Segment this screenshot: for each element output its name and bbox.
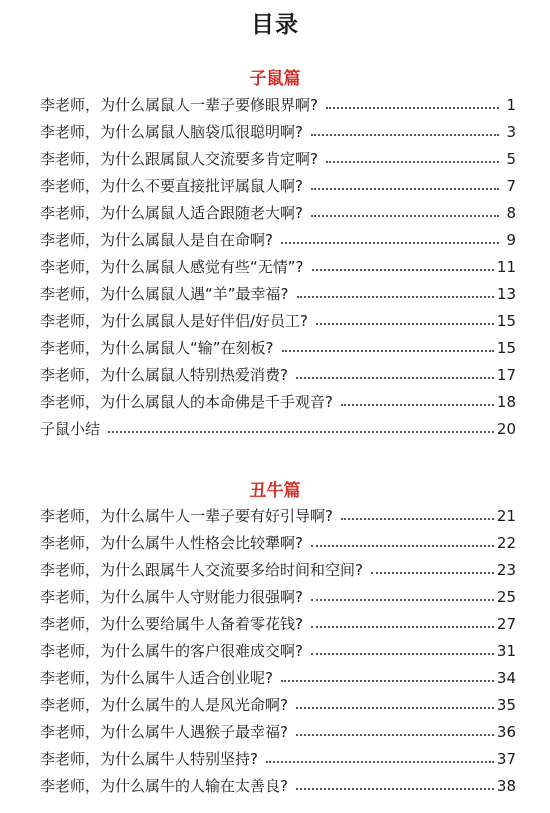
- toc-entry-title: 李老师，为什么属牛人适合创业呢?: [40, 669, 273, 687]
- toc-entry-title: 李老师，为什么属鼠人一辈子要修眼界啊?: [40, 96, 318, 114]
- dot-leader: [296, 788, 494, 790]
- toc-entry-page-number: 37: [496, 750, 516, 768]
- toc-entry-page-number: 18: [496, 393, 516, 411]
- toc-entry-page-number: 22: [496, 534, 516, 552]
- toc-entry[interactable]: [40, 416, 516, 443]
- dot-leader: [311, 653, 494, 655]
- toc-entry[interactable]: [40, 173, 516, 200]
- toc-entry-title: 李老师，为什么要给属牛人备着零花钱?: [40, 615, 303, 633]
- toc-entry-title: 李老师，为什么属牛的人输在太善良?: [40, 777, 288, 795]
- toc-entry[interactable]: [40, 335, 516, 362]
- toc-entry-page-number: 8: [506, 204, 516, 222]
- toc-entry-title: 李老师，为什么属鼠人“输”在刻板?: [40, 339, 274, 357]
- dot-leader: [311, 188, 499, 190]
- dot-leader: [311, 599, 494, 601]
- toc-entry-title: 李老师，为什么属鼠人是自在命啊?: [40, 231, 273, 249]
- dot-leader: [296, 707, 494, 709]
- toc-entry[interactable]: [40, 719, 516, 746]
- toc-entry-title: 李老师，为什么属牛人性格会比较犟啊?: [40, 534, 303, 552]
- dot-leader: [311, 134, 499, 136]
- toc-entry-page-number: 5: [506, 150, 516, 168]
- toc-entry[interactable]: [40, 308, 516, 335]
- toc-entry-page-number: 7: [506, 177, 516, 195]
- dot-leader: [311, 545, 494, 547]
- toc-entry[interactable]: [40, 200, 516, 227]
- toc-entry-page-number: 13: [496, 285, 516, 303]
- dot-leader: [266, 761, 494, 763]
- toc-entry-page-number: 38: [496, 777, 516, 795]
- section-heading-zishu: 子鼠篇: [249, 69, 301, 89]
- toc-entry-page-number: 35: [496, 696, 516, 714]
- toc-entry-title: 李老师，为什么属牛人遇猴子最幸福?: [40, 723, 288, 741]
- toc-entry-title: 李老师，为什么跟属鼠人交流要多肯定啊?: [40, 150, 318, 168]
- toc-entry-title: 李老师，为什么属鼠人遇“羊”最幸福?: [40, 285, 289, 303]
- toc-entry-page-number: 15: [496, 312, 516, 330]
- toc-entry[interactable]: [40, 254, 516, 281]
- toc-entry-page-number: 15: [496, 339, 516, 357]
- toc-entry-title: 李老师，为什么属鼠人适合跟随老大啊?: [40, 204, 303, 222]
- toc-list-chouniu: [40, 503, 516, 800]
- toc-entry-title: 李老师，为什么属鼠人的本命佛是千手观音?: [40, 393, 333, 411]
- toc-entry[interactable]: [40, 692, 516, 719]
- dot-leader: [341, 518, 494, 520]
- toc-entry[interactable]: [40, 557, 516, 584]
- toc-entry-title: 子鼠小结: [40, 420, 101, 438]
- toc-entry-page-number: 11: [496, 258, 516, 276]
- dot-leader: [326, 161, 499, 163]
- toc-entry[interactable]: [40, 389, 516, 416]
- toc-entry[interactable]: [40, 530, 516, 557]
- dot-leader: [311, 626, 494, 628]
- toc-entry[interactable]: [40, 227, 516, 254]
- toc-entry[interactable]: [40, 362, 516, 389]
- toc-entry-title: 李老师，为什么属鼠人特别热爱消费?: [40, 366, 288, 384]
- dot-leader: [281, 680, 494, 682]
- toc-entry-title: 李老师，为什么跟属牛人交流要多给时间和空间?: [40, 561, 363, 579]
- section-heading-chouniu: 丑牛篇: [249, 481, 301, 501]
- toc-entry[interactable]: [40, 665, 516, 692]
- page-title: 目录: [251, 12, 299, 38]
- toc-entry-page-number: 20: [496, 420, 516, 438]
- dot-leader: [326, 107, 499, 109]
- toc-entry-page-number: 21: [496, 507, 516, 525]
- dot-leader: [296, 377, 494, 379]
- dot-leader: [371, 572, 494, 574]
- dot-leader: [297, 296, 494, 298]
- toc-entry-title: 李老师，为什么属牛的客户很难成交啊?: [40, 642, 303, 660]
- toc-entry-page-number: 3: [506, 123, 516, 141]
- toc-entry-page-number: 23: [496, 561, 516, 579]
- toc-entry[interactable]: [40, 611, 516, 638]
- toc-entry-title: 李老师，为什么属鼠人脑袋瓜很聪明啊?: [40, 123, 303, 141]
- toc-entry[interactable]: [40, 584, 516, 611]
- dot-leader: [311, 215, 499, 217]
- toc-entry[interactable]: [40, 146, 516, 173]
- dot-leader: [108, 431, 494, 433]
- dot-leader: [282, 350, 494, 352]
- toc-entry-title: 李老师，为什么属牛的人是风光命啊?: [40, 696, 288, 714]
- toc-entry[interactable]: [40, 119, 516, 146]
- toc-entry-title: 李老师，为什么属鼠人是好伴侣/好员工?: [40, 312, 309, 330]
- toc-list-zishu: [40, 92, 516, 443]
- toc-entry-page-number: 36: [496, 723, 516, 741]
- toc-entry-title: 李老师，为什么属鼠人感觉有些“无情”?: [40, 258, 304, 276]
- toc-entry-title: 李老师，为什么属牛人一辈子要有好引导啊?: [40, 507, 333, 525]
- toc-entry[interactable]: [40, 746, 516, 773]
- dot-leader: [341, 404, 494, 406]
- toc-entry[interactable]: [40, 503, 516, 530]
- dot-leader: [316, 323, 494, 325]
- toc-entry-title: 李老师，为什么属牛人守财能力很强啊?: [40, 588, 303, 606]
- toc-entry-page-number: 17: [496, 366, 516, 384]
- toc-entry-title: 李老师，为什么属牛人特别坚持?: [40, 750, 258, 768]
- dot-leader: [312, 269, 494, 271]
- toc-entry-page-number: 34: [496, 669, 516, 687]
- dot-leader: [281, 242, 499, 244]
- toc-entry-page-number: 1: [506, 96, 516, 114]
- toc-entry-page-number: 25: [496, 588, 516, 606]
- toc-entry-page-number: 27: [496, 615, 516, 633]
- toc-entry-title: 李老师，为什么不要直接批评属鼠人啊?: [40, 177, 303, 195]
- toc-entry-page-number: 31: [496, 642, 516, 660]
- toc-entry[interactable]: [40, 92, 516, 119]
- dot-leader: [296, 734, 494, 736]
- toc-entry[interactable]: [40, 281, 516, 308]
- toc-entry-page-number: 9: [506, 231, 516, 249]
- toc-entry[interactable]: [40, 773, 516, 800]
- toc-entry[interactable]: [40, 638, 516, 665]
